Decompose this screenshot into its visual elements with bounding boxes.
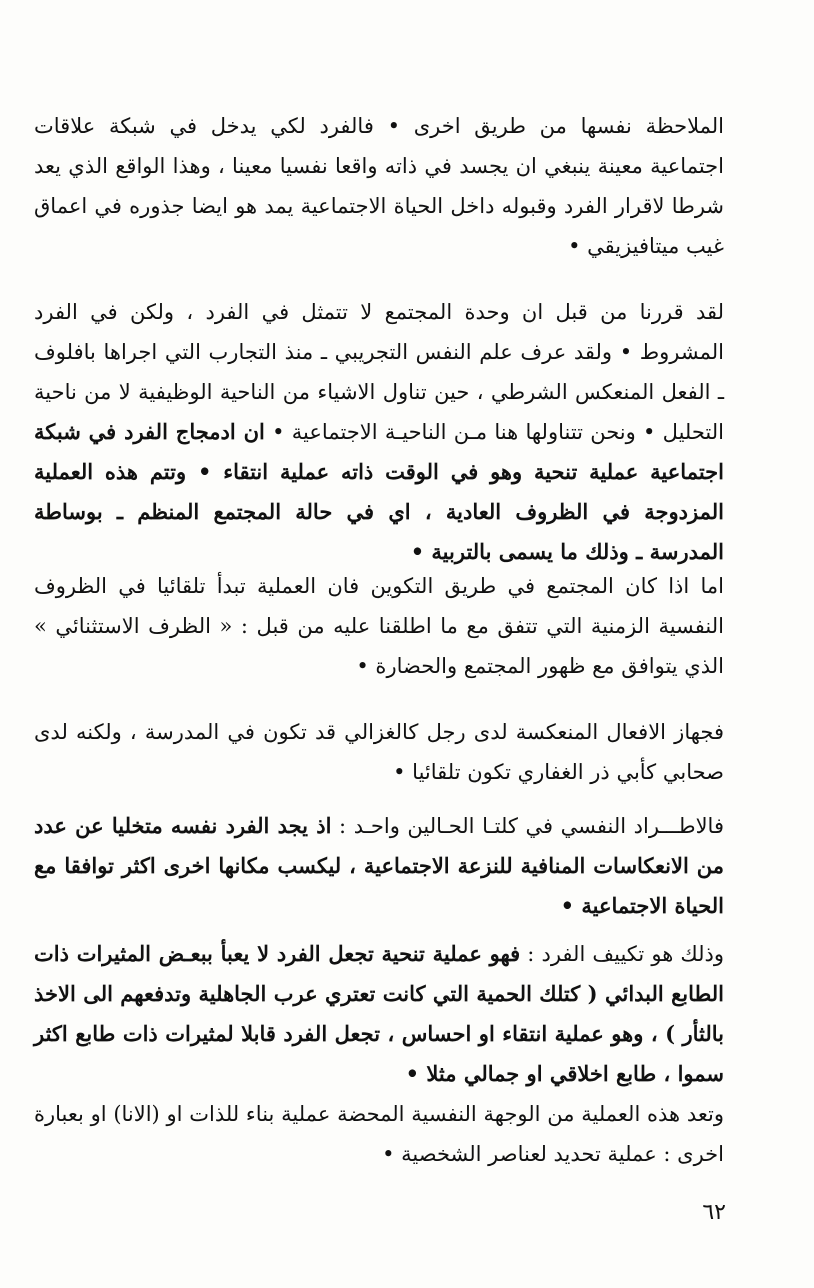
paragraph-3 <box>34 566 724 686</box>
paragraph-1-text: الملاحظة نفسها من طريق اخرى • فالفرد لكي يدخل في شبكة علاقات اجتماعية معينة ينبغي ان يجسد في ذاته واقعا نفسيا معينا ، وهذا الواقع الذي يعد شرطا لاقرار الفرد وقبوله داخل الحياة الاجتماعية يمد هو ايضا جذوره في اعماق غيب ميتافيزيقي • <box>34 114 724 258</box>
page-number: ٦٢ <box>702 1200 726 1225</box>
paragraph-5 <box>34 806 724 926</box>
paragraph-2-text: لقد قررنا من قبل ان وحدة المجتمع لا تتمثل في الفرد ، ولكن في الفرد المشروط • ولقد عرف علم النفس التجريبي ـ منذ التجارب التي اجراها بافلوف ـ الفعل المنعكس الشرطي ، حين تناول الاشياء من الناحية الوظيفية لا من ناحية التحليل • ونحن تتناولها هنا مـن الناحيـة الاجتماعية • <box>34 300 724 444</box>
paragraph-7-text: وتعد هذه العملية من الوجهة النفسية المحضة عملية بناء للذات او (الانا) او بعبارة اخرى : عملية تحديد لعناصر الشخصية • <box>34 1102 724 1166</box>
paragraph-2-bold: ان ادمجاج الفرد في شبكة اجتماعية عملية تنحية وهو في الوقت ذاته عملية انتقاء • وتتم هذه العملية المزدوجة في الظروف العادية ، اي في حالة المجتمع المنظم ـ بوساطة المدرسة ـ وذلك ما يسمى بالتربية • <box>34 419 724 564</box>
paragraph-5-text: فالاطـــراد النفسي في كلتـا الحـالين واحـد : <box>339 814 724 838</box>
paragraph-4 <box>34 712 724 792</box>
paragraph-6 <box>34 934 724 1094</box>
paragraph-3-text: اما اذا كان المجتمع في طريق التكوين فان العملية تبدأ تلقائيا في الظروف النفسية الزمنية التي تتفق مع ما اطلقنا عليه من قبل : « الظرف الاستثنائي » الذي يتوافق مع ظهور المجتمع والحضارة • <box>34 574 724 678</box>
paragraph-4-text: فجهاز الافعال المنعكسة لدى رجل كالغزالي قد تكون في المدرسة ، ولكنه لدى صحابي كأبي ذر الغفاري تكون تلقائيا • <box>34 720 724 784</box>
paragraph-1 <box>34 106 724 266</box>
paragraph-7 <box>34 1094 724 1174</box>
paragraph-6-text: وذلك هو تكييف الفرد : <box>527 942 724 966</box>
paragraph-5-bold: اذ يجد الفرد نفسه متخليا عن عدد من الانعكاسات المنافية للنزعة الاجتماعية ، ليكسب مكانها اخرى اكثر توافقا مع الحياة الاجتماعية • <box>34 813 724 918</box>
paragraph-2 <box>34 292 724 572</box>
paragraph-6-bold: فهو عملية تنحية تجعل الفرد لا يعبأ ببعـض المثيرات ذات الطابع البدائي ( كتلك الحمية التي كانت تعتري عرب الجاهلية وتدفعهم الى الاخذ بالثأر ) ، وهو عملية انتقاء او احساس ، تجعل الفرد قابلا لمثيرات ذات طابع اكثر سموا ، طابع اخلاقي او جمالي مثلا • <box>34 941 724 1086</box>
